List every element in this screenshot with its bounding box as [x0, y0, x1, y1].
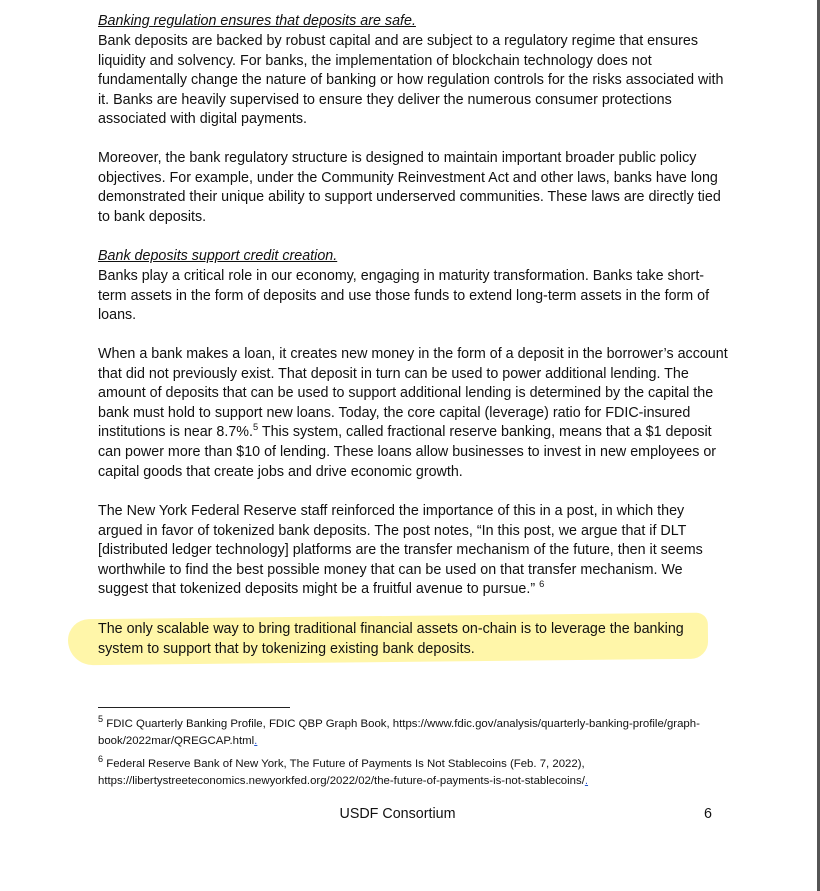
section-heading-regulation: Banking regulation ensures that deposits are safe.: [98, 13, 416, 29]
paragraph-credit-2-part1: When a bank makes a loan, it creates new money in the form of a deposit in the borrower’s account that did not previously exist. That deposit in turn can be used to power additional lending. The amount of deposits that can be used to support additional lending is determined by the capital the bank must hold to support new loans. Today, the core capital (leverage) ratio for FDIC-insured institutions is near 8.7%.: [98, 346, 728, 441]
footnote-6-text: Federal Reserve Bank of New York, The Future of Payments Is Not Stablecoins (Feb. 7, 2022), https://libertystreeteconomics.newyorkfed.org/2022/02/the-future-of-payments-is-not-stablecoins/: [98, 758, 585, 787]
paragraph-regulation-1: Bank deposits are backed by robust capital and are subject to a regulatory regime that ensures liquidity and solvency. For banks, the implementation of blockchain technology does not fundamentally change the nature of banking or how regulation controls for the risks associated with it. Banks are heavily supervised to ensure they deliver the numerous consumer protections associated with digital payments.: [98, 33, 724, 128]
footnote-6: [98, 756, 728, 790]
section-heading-credit: Bank deposits support credit creation.: [98, 248, 338, 264]
paragraph-nyfed-text: The New York Federal Reserve staff reinforced the importance of this in a post, in which they argued in favor of tokenized bank deposits. The post notes, “In this post, we argue that if DLT [distributed ledger technology] platforms are the transfer mechanism of the future, then it seems worthwhile to find the best possible money that can be used on that transfer mechanism. We suggest that tokenized deposits might be a fruitful avenue to pursue.”: [98, 503, 703, 598]
paragraph-highlighted: The only scalable way to bring traditional financial assets on-chain is to leverage the banking system to support that by tokenizing existing bank deposits.: [98, 621, 684, 657]
paragraph-credit-2: [98, 345, 728, 482]
paragraph-credit-1: Banks play a critical role in our economy, engaging in maturity transformation. Banks take short-term assets in the form of deposits and use those funds to extend long-term assets in the form of loans.: [98, 268, 710, 324]
page-number: 6: [704, 806, 712, 822]
footnote-5-link-dot[interactable]: .: [254, 735, 258, 747]
footnote-5: [98, 716, 728, 750]
footnote-5-number: 5: [98, 714, 104, 725]
footer-organization: USDF Consortium: [339, 806, 456, 822]
paragraph-regulation-2: Moreover, the bank regulatory structure is designed to maintain important broader public policy objectives. For example, under the Community Reinvestment Act and other laws, banks have long demonstrated their unique ability to support underserved communities. These laws are directly tied to bank deposits.: [98, 150, 721, 225]
paragraph-nyfed: [98, 502, 728, 600]
footnote-ref-6[interactable]: 6: [539, 579, 545, 590]
footnote-6-number: 6: [98, 754, 104, 765]
footnote-5-text: FDIC Quarterly Banking Profile, FDIC QBP Graph Book, https://www.fdic.gov/analysis/quarterly-banking-profile/graph-book/2022mar/QREGCAP.html: [98, 718, 700, 747]
paragraph-credit-2-part2: This system, called fractional reserve banking, means that a $1 deposit can power more than $10 of lending. These loans allow businesses to invest in new employees or capital goods that create jobs and drive economic growth.: [98, 424, 717, 480]
footnote-6-link-dot[interactable]: .: [584, 775, 589, 787]
footnote-divider: [98, 707, 290, 708]
footnote-ref-5[interactable]: 5: [252, 422, 259, 433]
